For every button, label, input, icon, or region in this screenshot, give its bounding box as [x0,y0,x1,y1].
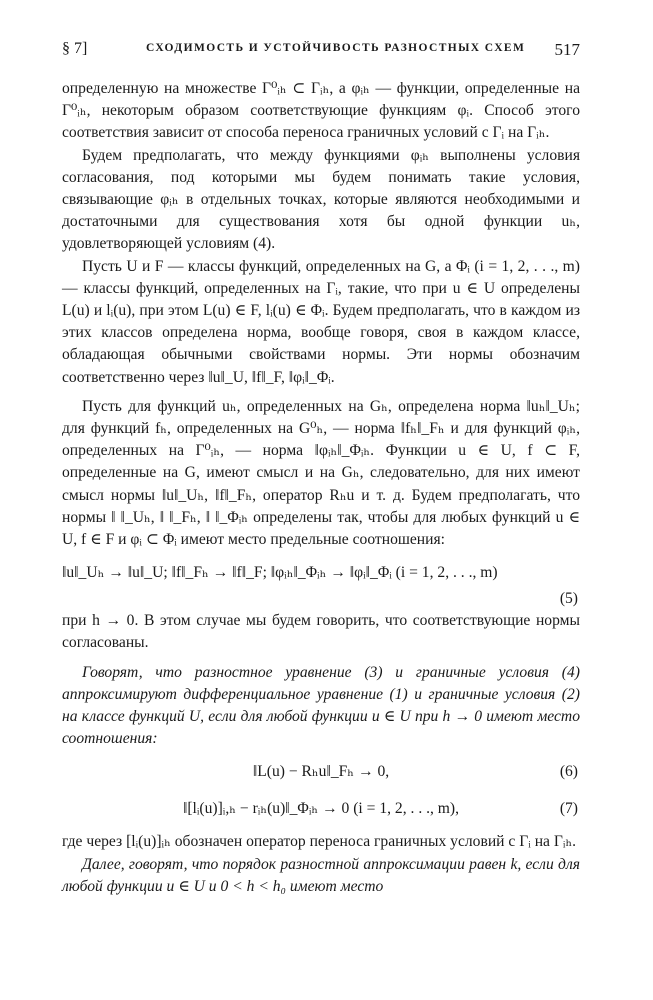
paragraph-1: определенную на множестве Γ⁰ᵢₕ ⊂ Γᵢₕ, а φᵢₕ — функции, определенные на Γ⁰ᵢₕ, некоторым образом соответствующие функциям φᵢ. Способ этого соответствия зависит от способа переноса граничных условий с Γᵢ на Γᵢₕ. [62,80,580,142]
paragraph-7: где через [lᵢ(u)]ᵢₕ обозначен оператор переноса граничных условий с Γᵢ на Γᵢₕ. [62,833,577,851]
running-header [62,40,580,64]
paragraph-3: Пусть U и F — классы функций, определенных на G, а Φᵢ (i = 1, 2, . . ., m) — классы функций, определенных на Γᵢ, такие, что при u ∈ U определены L(u) и lᵢ(u), при этом L(u) ∈ F, lᵢ(u) ∈ Φᵢ. Будем предполагать, что в каждом из этих классов определена норма, вообще говоря, своя в каждом классе, обладающая обычными свойствами нормы. Эти нормы обозначим соответственно через ‖u‖_U, ‖f‖_F, ‖φᵢ‖_Φᵢ. [62,257,580,386]
paragraph-8: Далее, говорят, что порядок разностной аппроксимации равен k, если для любой функции u ∈ U и 0 < h < h₀ имеют место [62,855,580,895]
equation-7-number: (7) [559,800,578,818]
equation-5: ‖u‖_Uₕ → ‖u‖_U; ‖f‖_Fₕ → ‖f‖_F; ‖φᵢₕ‖_Φᵢₕ → ‖φᵢ‖_Φᵢ (i = 1, 2, . . ., m) [62,564,498,582]
equation-7: ‖[lᵢ(u)]ᵢ,ₕ − rᵢₕ(u)‖_Φᵢₕ → 0 (i = 1, 2, . . ., m), [182,800,460,818]
paragraph-5: при h → 0. В этом случае мы будем говорить, что соответствующие нормы согласованы. [62,612,580,652]
running-title: СХОДИМОСТЬ И УСТОЙЧИВОСТЬ РАЗНОСТНЫХ СХЕМ [146,42,526,54]
section-mark: § 7] [62,40,88,57]
text-body [62,78,580,898]
equation-6-number: (6) [559,763,578,781]
equation-7-row [62,794,580,824]
equation-6: ‖L(u) − Rₕu‖_Fₕ → 0, [252,763,390,781]
equation-5-row [62,558,580,588]
paragraph-6: Говорят, что разностное уравнение (3) и граничные условия (4) аппроксимируют дифференциальное уравнение (1) и граничные условия (2) на классе функций U, если для любой функции u ∈ U при h → 0 имеют место соотношения: [62,663,580,748]
equation-6-row [62,757,580,787]
paragraph-4: Пусть для функций uₕ, определенных на Gₕ, определена норма ‖uₕ‖_Uₕ; для функций fₕ, определенных на G⁰ₕ, — норма ‖fₕ‖_Fₕ и для функций φᵢₕ, определенных на Γ⁰ᵢₕ, — норма ‖φᵢₕ‖_Φᵢₕ. Функции u ∈ U, f ⊂ F, определенные на G, имеют смысл и на Gₕ, следовательно, для них имеют смысл нормы ‖u‖_Uₕ, ‖f‖_Fₕ, оператор Rₕu и т. д. Будем предполагать, что нормы ‖ ‖_Uₕ, ‖ ‖_Fₕ, ‖ ‖_Φᵢₕ определены так, чтобы для любых функций u ∈ U, f ∈ F и φᵢ ⊂ Φᵢ имеют место предельные соотношения: [62,397,580,549]
paragraph-2: Будем предполагать, что между функциями φᵢₕ выполнены условия согласования, под которыми мы будем понимать такие условия, связывающие φᵢₕ в отдельных точках, которые являются необходимыми и достаточными для существования хотя бы одной функции uₕ, удовлетворяющей условиям (4). [62,146,580,253]
page-number: 517 [554,40,580,59]
equation-5-number: (5) [559,590,578,608]
